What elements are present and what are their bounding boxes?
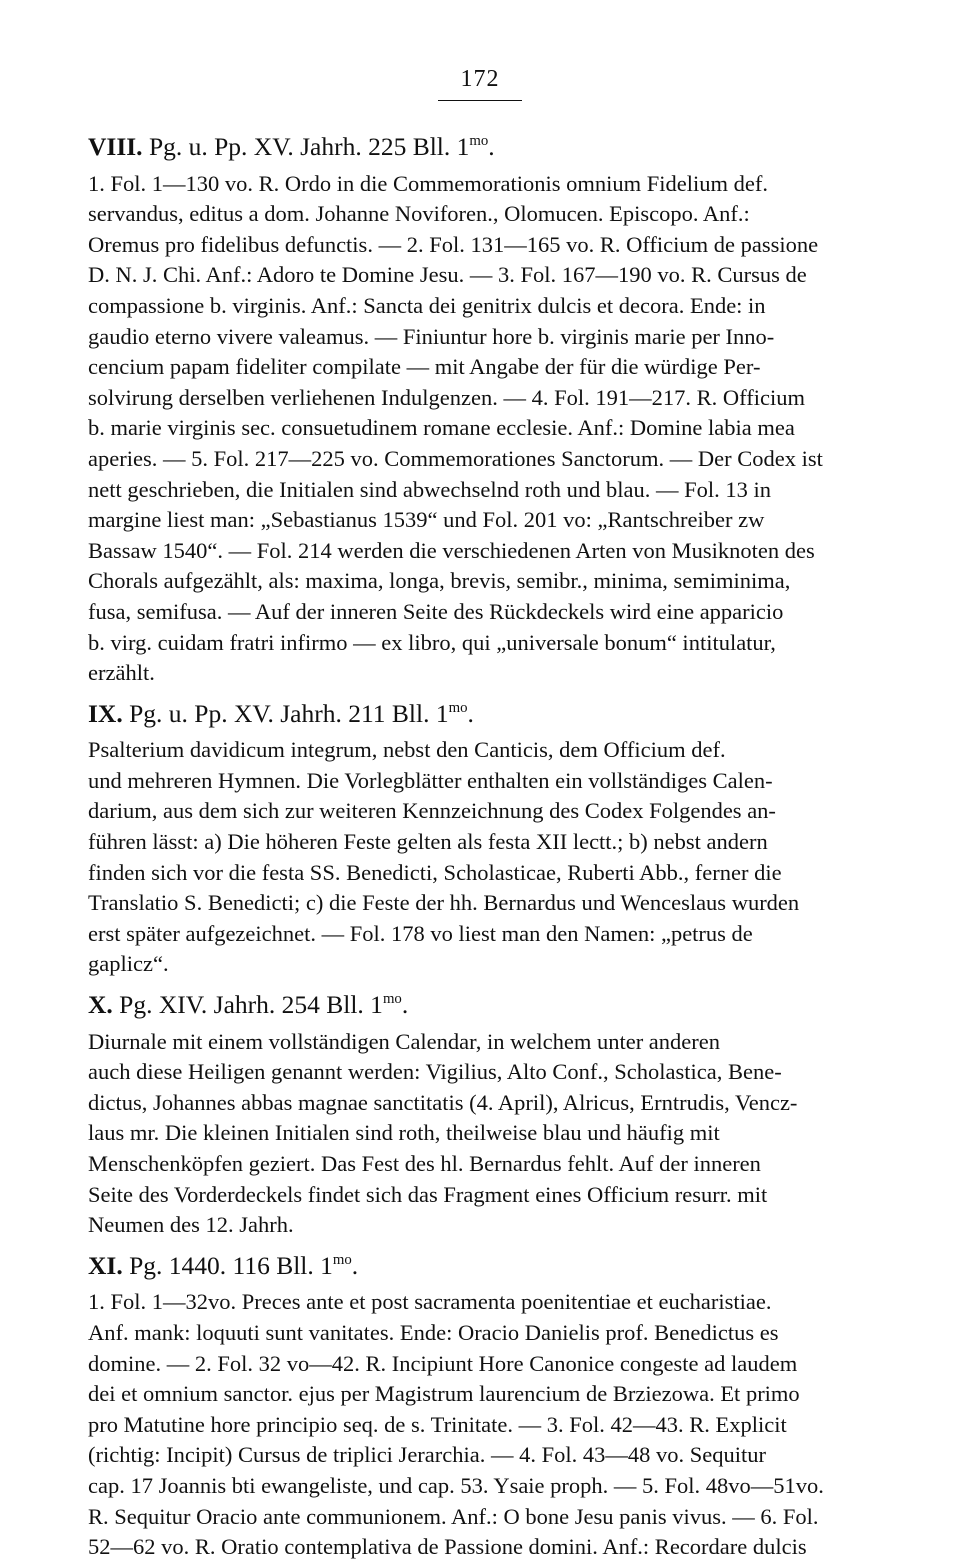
text-line: 1. Fol. 1—130 vo. R. Ordo in die Commemorationis omnium Fidelium def. xyxy=(88,170,768,196)
text-line: laus mr. Die kleinen Initialen sind roth, theilweise blau und häufig mit xyxy=(88,1120,720,1146)
text-line: 1. Fol. 1—32vo. Preces ante et post sacramenta poenitentiae et eucharistiae. xyxy=(88,1289,772,1315)
text-line: solvirung derselben verliehenen Indulgenzen. — 4. Fol. 191—217. R. Officium xyxy=(88,384,805,410)
text-line: darium, aus dem sich zur weiteren Kennzeichnung des Codex Folgendes an- xyxy=(88,798,776,824)
text-line: erzählt. xyxy=(88,660,155,686)
text-line: domine. — 2. Fol. 32 vo—42. R. Incipiunt Hore Canonice congeste ad laudem xyxy=(88,1350,798,1376)
text-line: erst später aufgezeichnet. — Fol. 178 vo liest man den Namen: „petrus de xyxy=(88,920,753,946)
text-line: pro Matutine hore principio seq. de s. Trinitate. — 3. Fol. 42—43. R. Explicit xyxy=(88,1411,787,1437)
section-heading: X. Pg. XIV. Jahrh. 254 Bll. $1^{mo}$. xyxy=(88,990,409,1020)
section-heading: XI. Pg. 1440. 116 Bll. $1^{mo}$. xyxy=(88,1250,359,1280)
body-text xyxy=(88,132,874,1563)
section-heading: VIII. Pg. u. Pp. XV. Jahrh. 225 Bll. $1^{mo}$. xyxy=(88,132,495,161)
text-line: dictus, Johannes abbas magnae sanctitatis (4. April), Alricus, Erntrudis, Vencz- xyxy=(88,1089,798,1115)
section-gap xyxy=(88,689,874,699)
text-line: Oremus pro fidelibus defunctis. — 2. Fol. 131—165 vo. R. Officium de passione xyxy=(88,231,819,257)
text-line: (richtig: Incipit) Cursus de triplici Jerarchia. — 4. Fol. 43—48 vo. Sequitur xyxy=(88,1442,767,1468)
text-line: Chorals aufgezählt, als: maxima, longa, brevis, semibr., minima, semiminima, xyxy=(88,568,791,594)
text-line: b. virg. cuidam fratri infirmo — ex libro, qui „universale bonum“ intitulatur, xyxy=(88,629,776,655)
text-line: Translatio S. Benedicti; c) die Feste der hh. Bernardus und Wenceslaus wurden xyxy=(88,890,800,916)
text-line: cencium papam fideliter compilate — mit Angabe der für die würdige Per- xyxy=(88,354,761,380)
text-line: 52—62 vo. R. Oratio contemplativa de Passione domini. Anf.: Recordare dulcis xyxy=(88,1534,807,1560)
text-line: Psalterium davidicum integrum, nebst den Canticis, dem Officium def. xyxy=(88,737,726,763)
text-line: Menschenköpfen geziert. Das Fest des hl. Bernardus fehlt. Auf der inneren xyxy=(88,1151,761,1176)
section-gap xyxy=(88,1241,874,1251)
section-gap xyxy=(88,980,874,990)
text-line: D. N. J. Chi. Anf.: Adoro te Domine Jesu. — 3. Fol. 167—190 vo. R. Cursus de xyxy=(88,262,807,288)
text-line: und mehreren Hymnen. Die Vorlegblätter enthalten ein vollständiges Calen- xyxy=(88,767,773,793)
text-line: b. marie virginis sec. consuetudinem romane ecclesie. Anf.: Domine labia mea xyxy=(88,415,795,441)
text-line: aperies. — 5. Fol. 217—225 vo. Commemorationes Sanctorum. — Der Codex ist xyxy=(88,445,823,471)
page-number-rule xyxy=(438,100,522,101)
text-line: Diurnale mit einem vollständigen Calendar, in welchem unter anderen xyxy=(88,1028,721,1054)
section-heading: IX. Pg. u. Pp. XV. Jahrh. 211 Bll. $1^{mo}$. xyxy=(88,698,474,728)
text-line: gaplicz“. xyxy=(88,951,169,977)
text-line: finden sich vor die festa SS. Benedicti, Scholasticae, Ruberti Abb., ferner die xyxy=(88,859,782,885)
page-number: 172 xyxy=(460,66,500,92)
text-line: R. Sequitur Oracio ante communionem. Anf.: O bone Jesu panis vivus. — 6. Fol. xyxy=(88,1503,819,1529)
text-line: compassione b. virginis. Anf.: Sancta dei genitrix dulcis et decora. Ende: in xyxy=(88,292,766,318)
text-line: gaudio eterno vivere valeamus. — Finiuntur hore b. virginis marie per Inno- xyxy=(88,323,775,349)
text-line: fusa, semifusa. — Auf der inneren Seite des Rückdeckels wird eine apparicio xyxy=(88,598,784,624)
text-line: Anf. mank: loquuti sunt vanitates. Ende: Oracio Danielis prof. Benedictus es xyxy=(88,1319,779,1345)
text-line: führen lässt: a) Die höheren Feste gelten als festa XII lectt.; b) nebst andern xyxy=(88,829,768,855)
text-line: margine liest man: „Sebastianus 1539“ und Fol. 201 vo: „Rantschreiber zw xyxy=(88,507,765,533)
text-line: cap. 17 Joannis bti ewangeliste, und cap. 53. Ysaie proph. — 5. Fol. 48vo—51vo. xyxy=(88,1472,824,1498)
text-line: dei et omnium sanctor. ejus per Magistrum laurencium de Brziezowa. Et primo xyxy=(88,1381,800,1407)
text-line: auch diese Heiligen genannt werden: Vigilius, Alto Conf., Scholastica, Bene- xyxy=(88,1059,782,1085)
text-line: servandus, editus a dom. Johanne Noviforen., Olomucen. Episcopo. Anf.: xyxy=(88,201,750,227)
text-line: Seite des Vorderdeckels findet sich das Fragment eines Officium resurr. mit xyxy=(88,1181,768,1207)
text-line: nett geschrieben, die Initialen sind abwechselnd roth und blau. — Fol. 13 in xyxy=(88,476,771,502)
text-line: Bassaw 1540“. — Fol. 214 werden die verschiedenen Arten von Musiknoten des xyxy=(88,537,815,563)
text-line: Neumen des 12. Jahrh. xyxy=(88,1212,294,1238)
